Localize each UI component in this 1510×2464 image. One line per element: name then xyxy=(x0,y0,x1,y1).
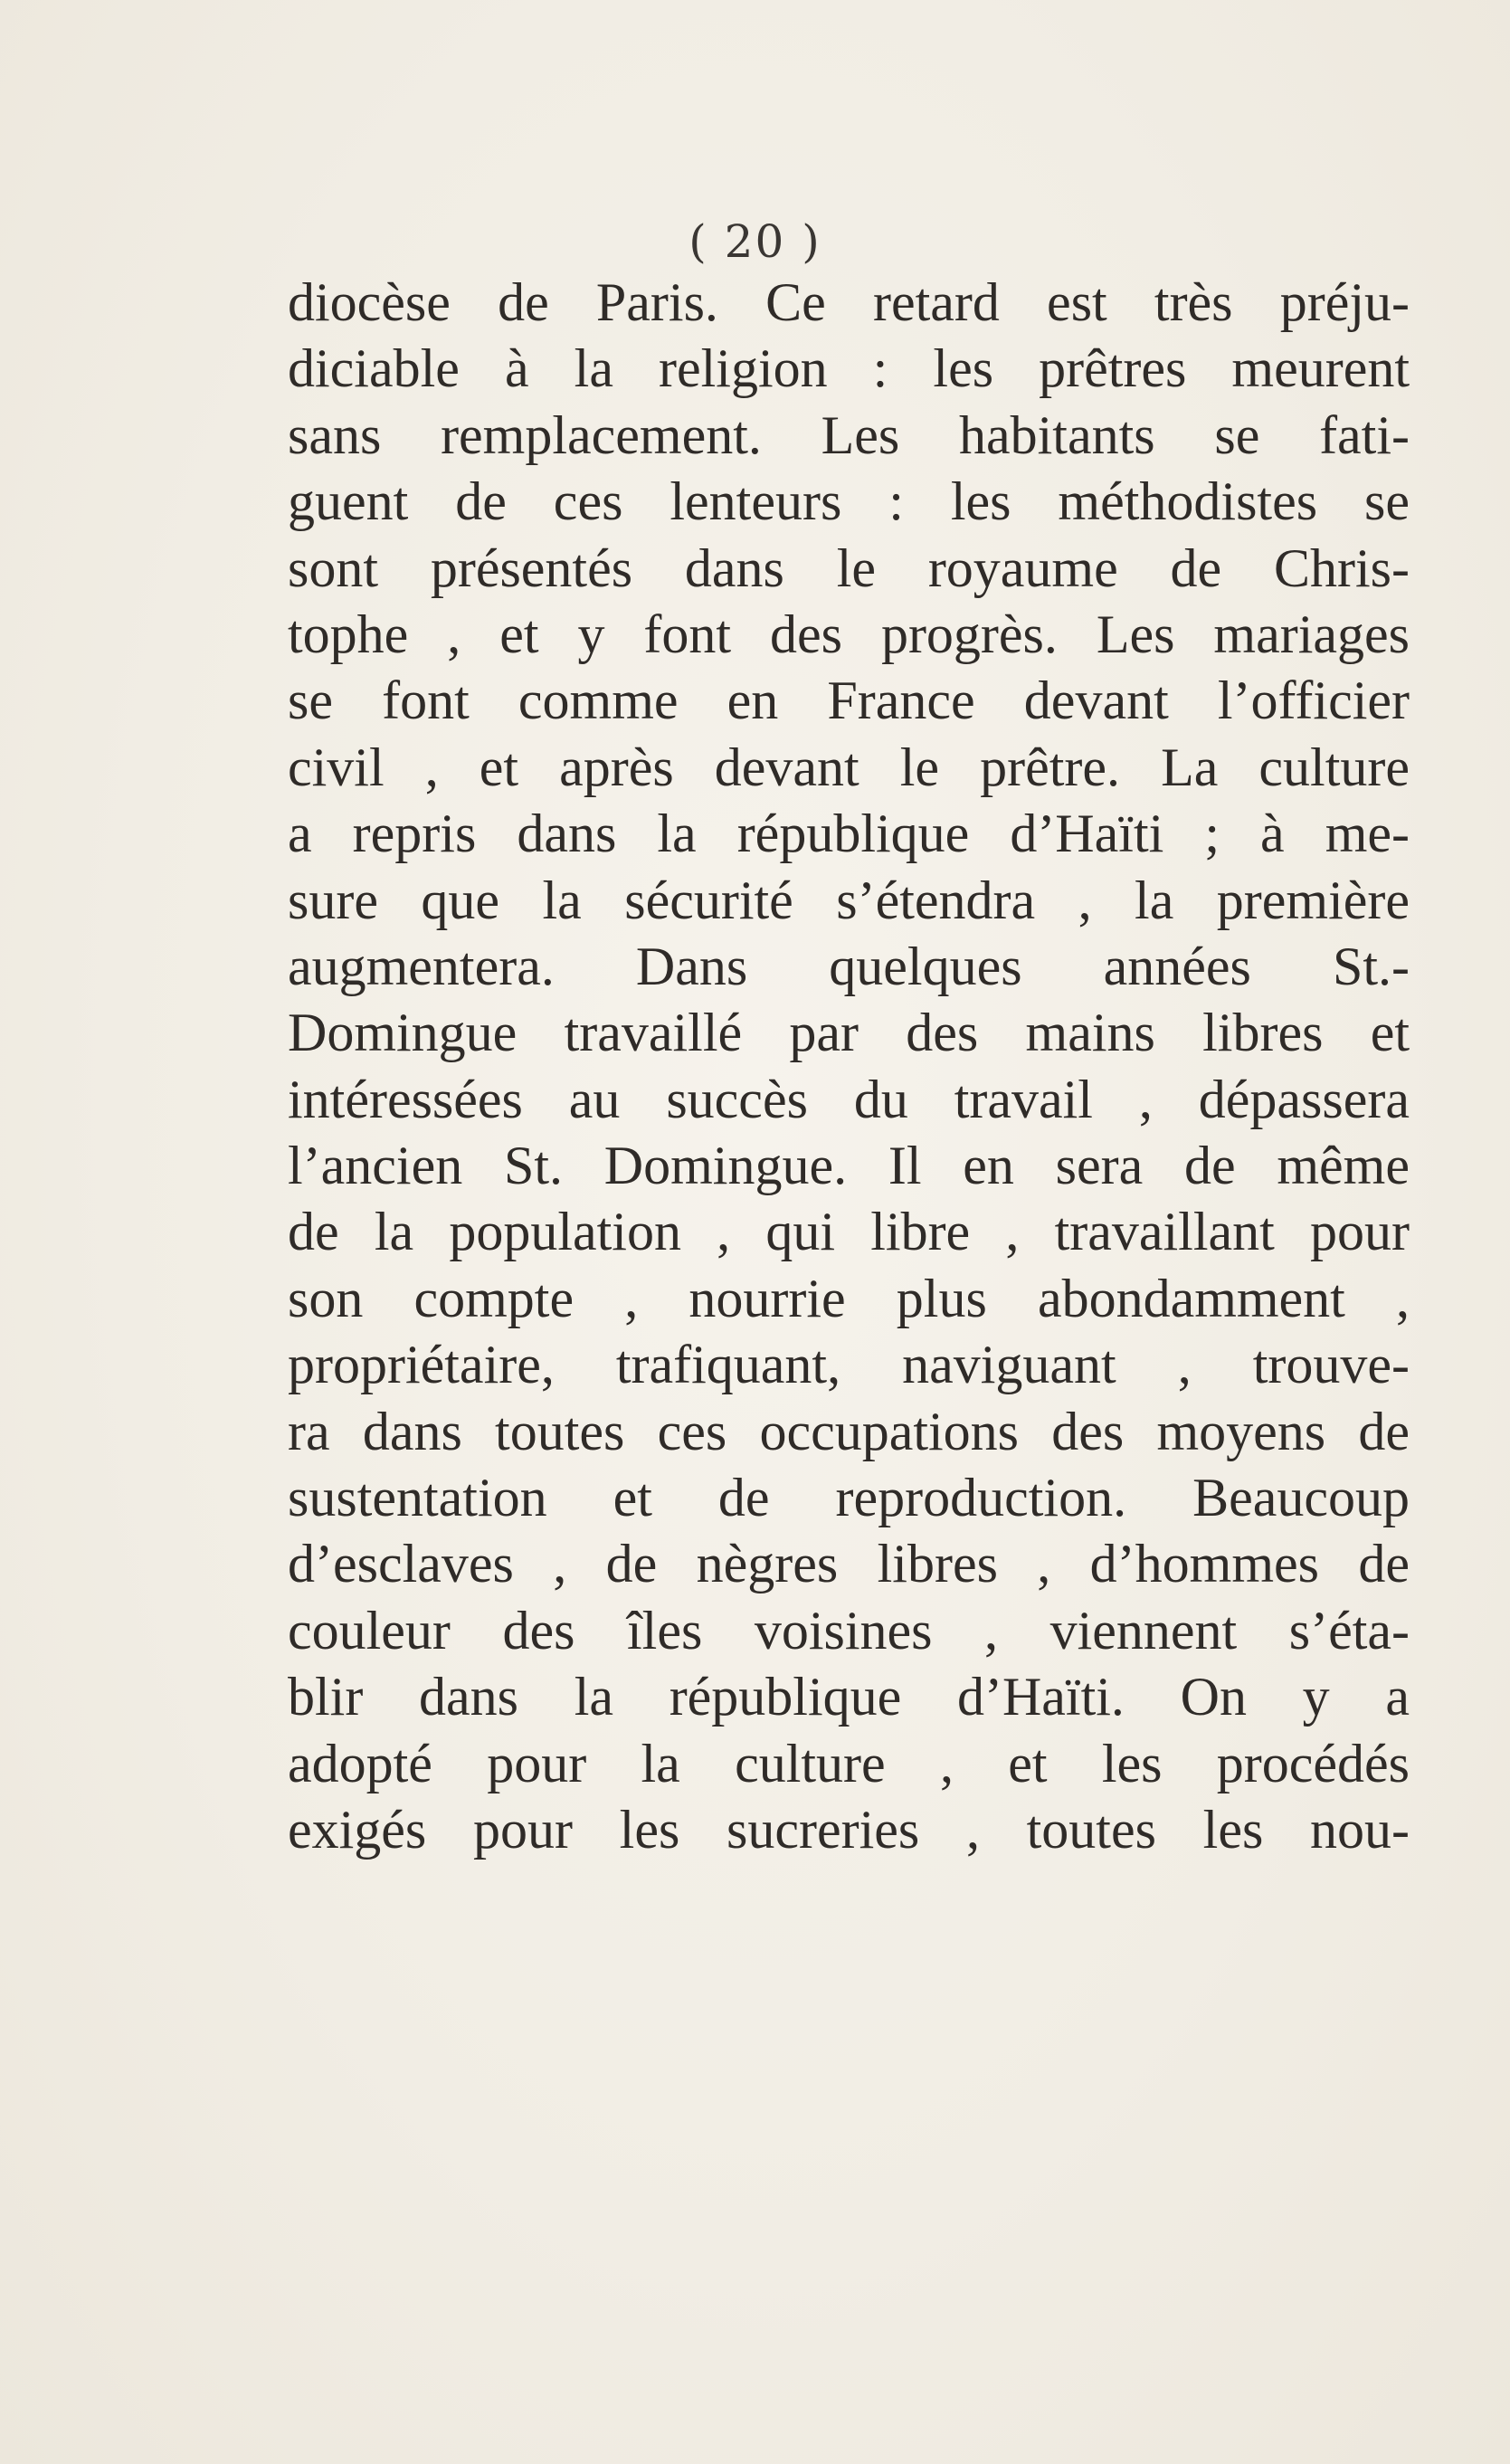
text-line: civil , et après devant le prêtre. La culture xyxy=(288,737,1410,797)
text-line: sans remplacement. Les habitants se fati- xyxy=(288,404,1410,465)
text-line: diciable à la religion : les prêtres meurent xyxy=(288,338,1410,399)
text-line: tophe , et y font des progrès. Les mariages xyxy=(288,604,1410,664)
page-number: ( 20 ) xyxy=(689,215,821,268)
text-line: diocèse de Paris. Ce retard est très préju- xyxy=(288,272,1410,332)
text-line: guent de ces lenteurs : les méthodistes se xyxy=(288,471,1410,532)
text-line: sure que la sécurité s’étendra , la première xyxy=(288,870,1410,930)
text-line: se font comme en France devant l’officier xyxy=(288,671,1410,731)
text-line: couleur des îles voisines , viennent s’éta- xyxy=(288,1600,1410,1660)
text-line: propriétaire, trafiquant, naviguant , trouve- xyxy=(288,1335,1410,1395)
text-line: de la population , qui libre , travaillant pour xyxy=(288,1202,1410,1262)
text-line: sont présentés dans le royaume de Chris- xyxy=(288,538,1410,598)
text-line: d’esclaves , de nègres libres , d’hommes de xyxy=(288,1534,1410,1594)
text-line: son compte , nourrie plus abondamment , xyxy=(288,1268,1410,1328)
text-line: ra dans toutes ces occupations des moyens de xyxy=(288,1401,1410,1461)
text-line: adopté pour la culture , et les procédés xyxy=(288,1733,1410,1793)
text-line: exigés pour les sucreries , toutes les nou- xyxy=(288,1799,1410,1860)
text-line: Domingue travaillé par des mains libres et xyxy=(288,1003,1410,1063)
text-line: blir dans la république d’Haïti. On y a xyxy=(288,1667,1410,1727)
text-line: a repris dans la république d’Haïti ; à me- xyxy=(288,804,1410,864)
text-line: augmentera. Dans quelques années St.- xyxy=(288,936,1410,996)
body-text xyxy=(288,270,1410,1863)
text-line: l’ancien St. Domingue. Il en sera de même xyxy=(288,1136,1410,1196)
text-line: sustentation et de reproduction. Beaucoup xyxy=(288,1468,1410,1528)
text-line: intéressées au succès du travail , dépassera xyxy=(288,1069,1410,1129)
